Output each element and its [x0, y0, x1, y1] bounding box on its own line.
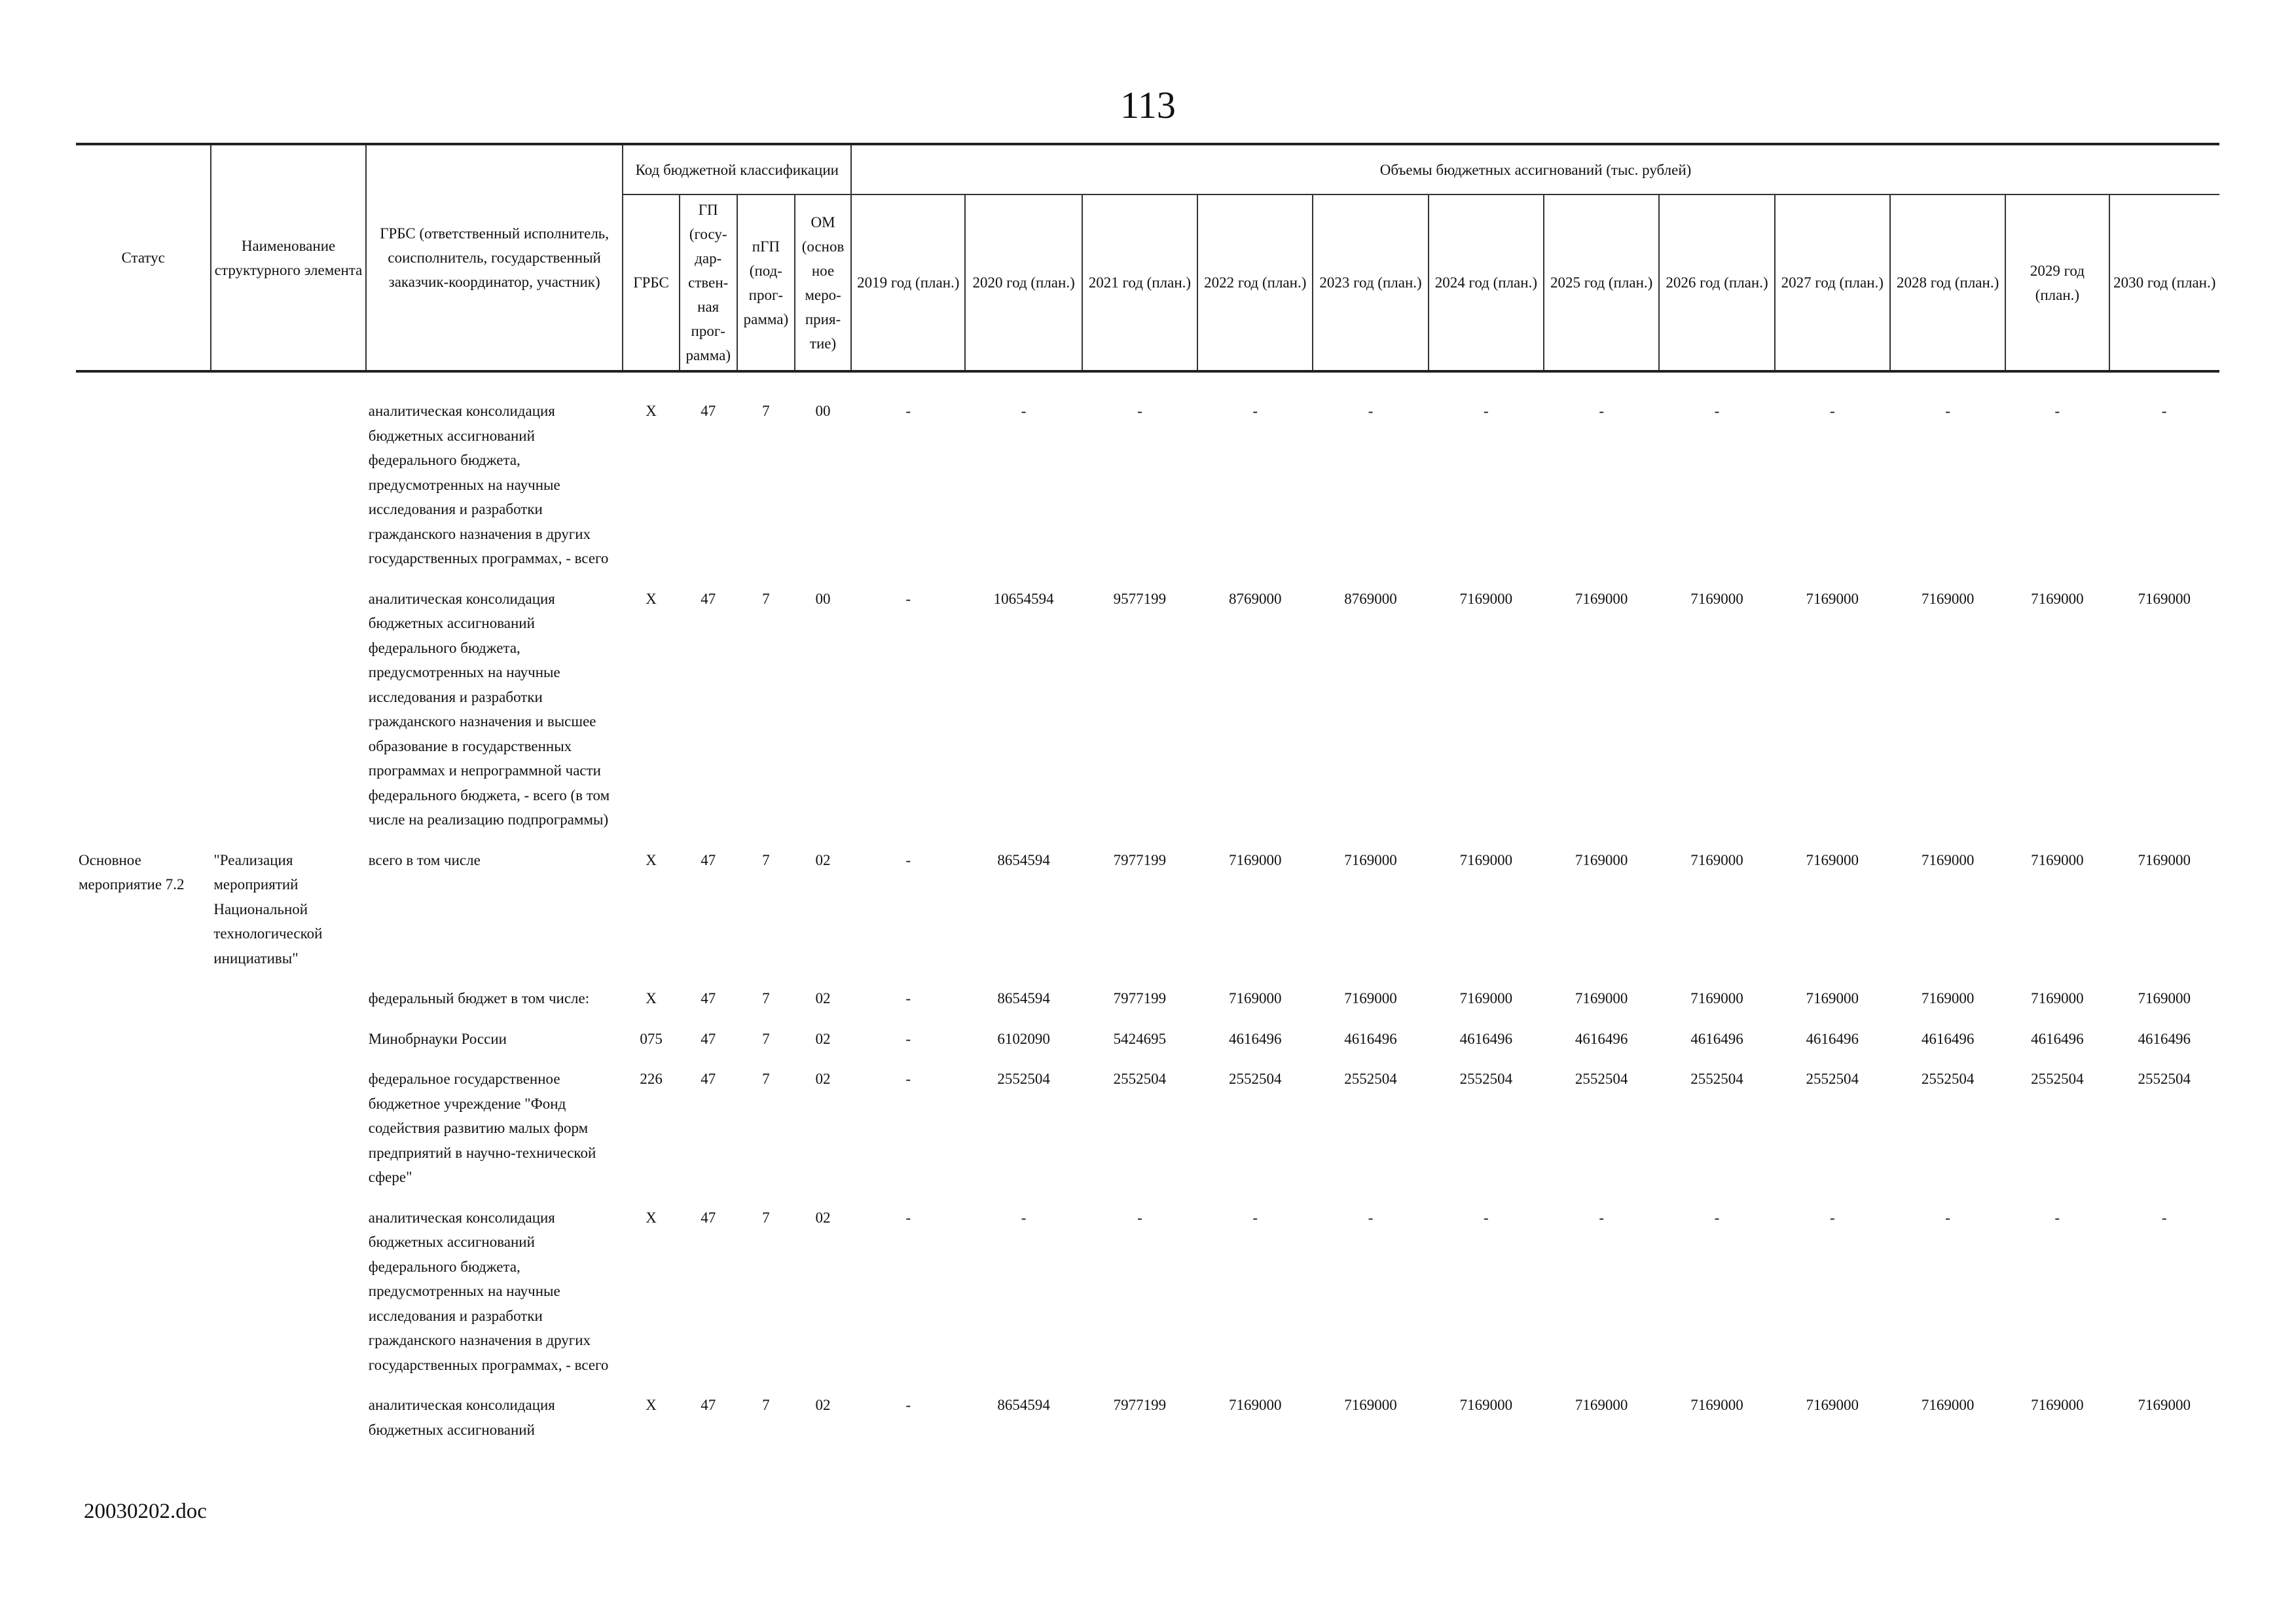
table-row	[76, 579, 2219, 840]
pgp-code-cell: 7	[762, 1209, 770, 1226]
year-value-cell: 7169000	[1459, 990, 1513, 1006]
year-value-cell: 7169000	[2031, 1397, 2084, 1413]
pgp-code-cell: 7	[762, 1030, 770, 1047]
year-value-cell: -	[1714, 1209, 1720, 1226]
year-value-cell: 2552504	[1575, 1071, 1628, 1087]
year-value-cell: 4616496	[1806, 1030, 1859, 1047]
year-value-cell: -	[1484, 403, 1489, 419]
year-value-cell: 4616496	[1228, 1030, 1282, 1047]
table-body	[76, 371, 2219, 1450]
year-value-cell: 7169000	[2138, 1397, 2191, 1413]
year-value-cell: 7169000	[2138, 990, 2191, 1006]
year-value-cell: 7169000	[1690, 851, 1743, 868]
year-value-cell: 2552504	[997, 1071, 1050, 1087]
footer-filename: 20030202.doc	[84, 1500, 207, 1523]
om-code-cell: 02	[815, 1209, 831, 1226]
year-value-cell: 8654594	[997, 1397, 1050, 1413]
year-value-cell: 8769000	[1228, 590, 1282, 607]
structural-element-cell	[211, 978, 365, 1019]
year-value-cell: -	[1599, 1209, 1604, 1226]
grbs-description-cell: аналитическая консолидация бюджетных ассигнований федерального бюджета, предусмотренных на научные исследования и разработки гражданского назначения в других государственных программах, - всего	[368, 1209, 609, 1373]
year-value-cell: 8654594	[997, 990, 1050, 1006]
year-value-cell: -	[905, 1209, 911, 1226]
header-year: 2028 год (план.)	[1890, 194, 2005, 371]
structural-element-cell	[211, 1198, 365, 1386]
year-value-cell: 7169000	[2031, 851, 2084, 868]
year-value-cell: 2552504	[1806, 1071, 1859, 1087]
year-value-cell: -	[1714, 403, 1720, 419]
gp-code-cell: 47	[701, 403, 716, 419]
gp-code-cell: 47	[701, 590, 716, 607]
year-value-cell: 2552504	[1459, 1071, 1513, 1087]
year-value-cell: -	[1137, 1209, 1142, 1226]
status-cell	[76, 978, 211, 1019]
year-value-cell: 4616496	[1344, 1030, 1397, 1047]
year-value-cell: 7169000	[1806, 590, 1859, 607]
year-value-cell: 7169000	[1921, 990, 1975, 1006]
header-year: 2021 год (план.)	[1082, 194, 1197, 371]
header-om: ОМ (основ ное меро-прия-тие)	[795, 194, 851, 371]
year-value-cell: 7169000	[1575, 990, 1628, 1006]
year-value-cell: 7169000	[1921, 1397, 1975, 1413]
header-code-group: Код бюджетной классификации	[623, 144, 851, 194]
year-value-cell: -	[1945, 1209, 1950, 1226]
year-value-cell: -	[1021, 403, 1027, 419]
year-value-cell: 7169000	[1690, 590, 1743, 607]
year-value-cell: 6102090	[997, 1030, 1050, 1047]
om-code-cell: 00	[815, 403, 831, 419]
status-cell	[76, 371, 211, 579]
header-gp: ГП (госу-дар-ствен-ная прог-рамма)	[680, 194, 737, 371]
year-value-cell: -	[1945, 403, 1950, 419]
year-value-cell: 8769000	[1344, 590, 1397, 607]
status-cell	[76, 1019, 211, 1060]
gp-code-cell: 47	[701, 1209, 716, 1226]
status-cell	[76, 1198, 211, 1386]
year-value-cell: -	[905, 590, 911, 607]
year-value-cell: -	[1021, 1209, 1027, 1226]
year-value-cell: -	[1368, 1209, 1374, 1226]
table-row	[76, 1198, 2219, 1386]
header-volumes-group: Объемы бюджетных ассигнований (тыс. рублей)	[851, 144, 2219, 194]
year-value-cell: 7169000	[1575, 590, 1628, 607]
year-value-cell: -	[1484, 1209, 1489, 1226]
year-value-cell: 7169000	[1921, 851, 1975, 868]
grbs-description-cell: аналитическая консолидация бюджетных ассигнований федерального бюджета, предусмотренных на научные исследования и разработки гражданского назначения в других государственных программах, - всего	[368, 403, 609, 566]
year-value-cell: 2552504	[2138, 1071, 2191, 1087]
grbs-code-cell: Х	[646, 851, 657, 868]
year-value-cell: -	[2054, 1209, 2060, 1226]
header-name: Наименование структурного элемента	[211, 144, 365, 371]
header-year: 2020 год (план.)	[965, 194, 1082, 371]
year-value-cell: -	[2054, 403, 2060, 419]
table-header	[76, 144, 2219, 371]
year-value-cell: 7169000	[1690, 1397, 1743, 1413]
year-value-cell: -	[905, 990, 911, 1006]
year-value-cell: 7169000	[1228, 851, 1282, 868]
grbs-description-cell: Минобрнауки России	[368, 1030, 507, 1047]
grbs-description-cell: федеральное государственное бюджетное учреждение "Фонд содействия развитию малых форм предприятий в научно-технической сфере"	[368, 1071, 596, 1185]
year-value-cell: 7169000	[1806, 851, 1859, 868]
year-value-cell: 2552504	[1113, 1071, 1167, 1087]
structural-element-cell	[211, 1059, 365, 1198]
year-value-cell: 7977199	[1113, 1397, 1167, 1413]
year-value-cell: -	[1829, 1209, 1835, 1226]
year-value-cell: -	[1599, 403, 1604, 419]
year-value-cell: 2552504	[2031, 1071, 2084, 1087]
year-value-cell: 4616496	[1459, 1030, 1513, 1047]
year-value-cell: 7169000	[1459, 1397, 1513, 1413]
year-value-cell: -	[1252, 403, 1258, 419]
grbs-code-cell: 226	[640, 1071, 663, 1087]
year-value-cell: 4616496	[2031, 1030, 2084, 1047]
year-value-cell: 4616496	[1690, 1030, 1743, 1047]
year-value-cell: -	[1829, 403, 1835, 419]
year-value-cell: 7169000	[1228, 1397, 1282, 1413]
grbs-description-cell: аналитическая консолидация бюджетных ассигнований федерального бюджета, предусмотренных на научные исследования и разработки гражданского назначения и высшее образование в государственных программах и непрограммной части федерального бюджета, - всего (в том числе на реализацию подпрограммы)	[368, 590, 610, 828]
year-value-cell: 2552504	[1228, 1071, 1282, 1087]
year-value-cell: 4616496	[2138, 1030, 2191, 1047]
pgp-code-cell: 7	[762, 590, 770, 607]
table-row	[76, 978, 2219, 1019]
table-row	[76, 1385, 2219, 1450]
status-cell: Основное мероприятие 7.2	[79, 851, 185, 893]
header-year: 2026 год (план.)	[1659, 194, 1774, 371]
year-value-cell: 2552504	[1921, 1071, 1975, 1087]
grbs-code-cell: Х	[646, 403, 657, 419]
year-value-cell: 7169000	[1575, 851, 1628, 868]
year-value-cell: 7169000	[1344, 990, 1397, 1006]
structural-element-cell	[211, 1385, 365, 1450]
year-value-cell: 7169000	[2138, 851, 2191, 868]
header-grbs: ГРБС	[623, 194, 679, 371]
pgp-code-cell: 7	[762, 403, 770, 419]
grbs-description-cell: федеральный бюджет в том числе:	[368, 990, 590, 1006]
header-grbs-full: ГРБС (ответственный исполнитель, соисполнитель, государственный заказчик-координатор, участник)	[366, 144, 623, 371]
status-cell	[76, 1059, 211, 1198]
year-value-cell: 7169000	[2031, 990, 2084, 1006]
year-value-cell: 7169000	[1228, 990, 1282, 1006]
pgp-code-cell: 7	[762, 990, 770, 1006]
status-cell	[76, 579, 211, 840]
grbs-code-cell: 075	[640, 1030, 663, 1047]
grbs-code-cell: Х	[646, 1397, 657, 1413]
year-value-cell: -	[1137, 403, 1142, 419]
year-value-cell: -	[905, 1071, 911, 1087]
year-value-cell: -	[905, 851, 911, 868]
header-year: 2023 год (план.)	[1313, 194, 1428, 371]
header-year: 2019 год (план.)	[851, 194, 965, 371]
year-value-cell: -	[2161, 1209, 2167, 1226]
year-value-cell: 7169000	[2031, 590, 2084, 607]
structural-element-cell: "Реализация мероприятий Национальной технологической инициативы"	[213, 851, 323, 967]
gp-code-cell: 47	[701, 990, 716, 1006]
om-code-cell: 00	[815, 590, 831, 607]
grbs-code-cell: Х	[646, 590, 657, 607]
structural-element-cell	[211, 1019, 365, 1060]
pgp-code-cell: 7	[762, 1397, 770, 1413]
header-year: 2027 год (план.)	[1775, 194, 1890, 371]
year-value-cell: 7169000	[1806, 1397, 1859, 1413]
year-value-cell: 8654594	[997, 851, 1050, 868]
year-value-cell: 5424695	[1113, 1030, 1167, 1047]
grbs-description-cell: аналитическая консолидация бюджетных ассигнований	[368, 1397, 555, 1438]
pgp-code-cell: 7	[762, 1071, 770, 1087]
om-code-cell: 02	[815, 1030, 831, 1047]
gp-code-cell: 47	[701, 851, 716, 868]
year-value-cell: 7169000	[1344, 851, 1397, 868]
year-value-cell: 9577199	[1113, 590, 1167, 607]
year-value-cell: 4616496	[1575, 1030, 1628, 1047]
page-number: 113	[1120, 84, 1176, 126]
year-value-cell: 7977199	[1113, 851, 1167, 868]
year-value-cell: 7169000	[1806, 990, 1859, 1006]
year-value-cell: 7169000	[1344, 1397, 1397, 1413]
year-value-cell: -	[1252, 1209, 1258, 1226]
om-code-cell: 02	[815, 1397, 831, 1413]
table-row	[76, 1019, 2219, 1060]
year-value-cell: -	[1368, 403, 1374, 419]
header-status: Статус	[76, 144, 211, 371]
gp-code-cell: 47	[701, 1397, 716, 1413]
year-value-cell: 7169000	[1690, 990, 1743, 1006]
grbs-description-cell: всего в том числе	[368, 851, 481, 868]
status-cell	[76, 1385, 211, 1450]
year-value-cell: 7977199	[1113, 990, 1167, 1006]
year-value-cell: 2552504	[1690, 1071, 1743, 1087]
gp-code-cell: 47	[701, 1030, 716, 1047]
year-value-cell: 7169000	[2138, 590, 2191, 607]
year-value-cell: 7169000	[1575, 1397, 1628, 1413]
year-value-cell: 2552504	[1344, 1071, 1397, 1087]
pgp-code-cell: 7	[762, 851, 770, 868]
table-row	[76, 1059, 2219, 1198]
header-year: 2024 год (план.)	[1429, 194, 1544, 371]
budget-table	[76, 143, 2219, 1450]
structural-element-cell	[211, 579, 365, 840]
grbs-code-cell: Х	[646, 990, 657, 1006]
table-row	[76, 840, 2219, 979]
header-year: 2025 год (план.)	[1544, 194, 1659, 371]
header-year: 2022 год (план.)	[1197, 194, 1313, 371]
year-value-cell: -	[905, 403, 911, 419]
year-value-cell: 4616496	[1921, 1030, 1975, 1047]
year-value-cell: -	[905, 1397, 911, 1413]
header-pgp: пГП (под-прог-рамма)	[737, 194, 795, 371]
header-year: 2029 год (план.)	[2005, 194, 2109, 371]
structural-element-cell	[211, 371, 365, 579]
om-code-cell: 02	[815, 851, 831, 868]
year-value-cell: 7169000	[1459, 851, 1513, 868]
gp-code-cell: 47	[701, 1071, 716, 1087]
table-row	[76, 371, 2219, 579]
om-code-cell: 02	[815, 1071, 831, 1087]
header-year: 2030 год (план.)	[2109, 194, 2219, 371]
year-value-cell: -	[905, 1030, 911, 1047]
year-value-cell: 10654594	[993, 590, 1054, 607]
year-value-cell: 7169000	[1459, 590, 1513, 607]
om-code-cell: 02	[815, 990, 831, 1006]
grbs-code-cell: Х	[646, 1209, 657, 1226]
year-value-cell: 7169000	[1921, 590, 1975, 607]
year-value-cell: -	[2161, 403, 2167, 419]
